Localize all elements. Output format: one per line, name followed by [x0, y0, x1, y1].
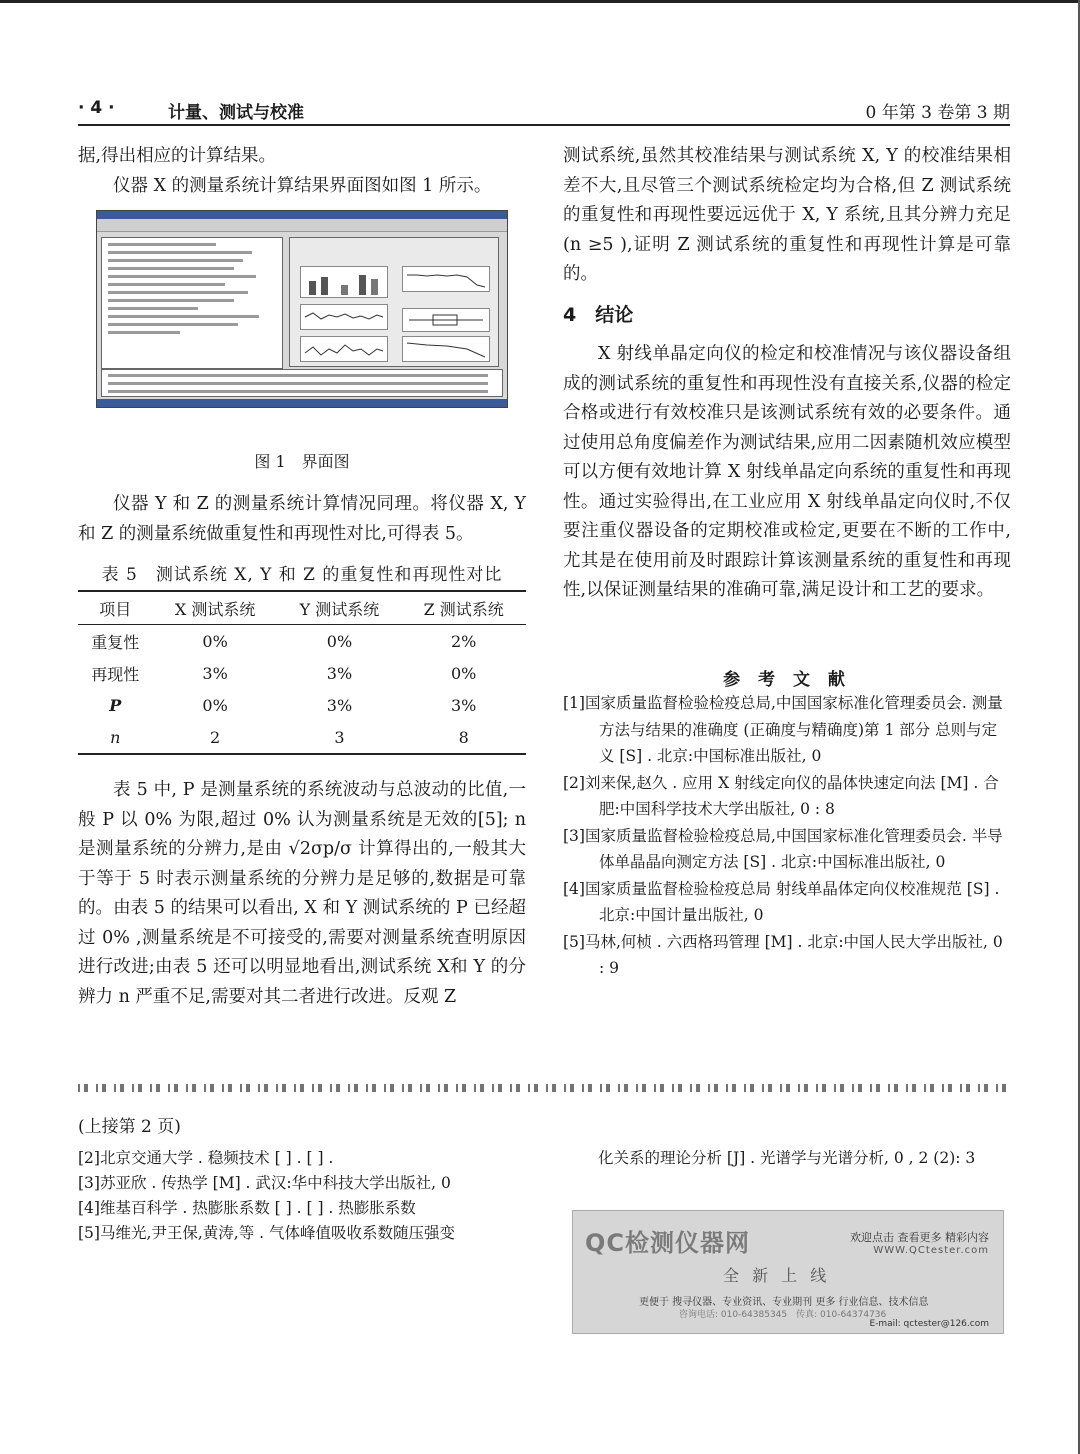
continuation-references: [78, 1146, 526, 1246]
table-cell: 0%: [202, 631, 228, 651]
table-header: Z 测试系统: [423, 599, 504, 619]
reference-item: [5]马林,何桢 . 六西格玛管理 [M] . 北京:中国人民大学出版社, 0 : 9: [563, 932, 1003, 977]
reference-item: [4]国家质量监督检验检疫总局 射线单晶体定向仪校准规范 [S] . 北京:中国计量出版社, 0: [563, 879, 1000, 924]
figure-taskbar: [97, 399, 507, 407]
table-cell: 0%: [450, 663, 477, 683]
table-cell: 2: [210, 727, 221, 747]
references-list: [563, 690, 1011, 982]
left-column-mid: [78, 490, 526, 549]
table-cell: 3%: [202, 663, 228, 683]
table-cell: 0%: [202, 695, 228, 715]
mini-bar-chart: [300, 266, 388, 298]
figure-worksheet: [101, 369, 503, 397]
ad-click-text: 欢迎点击 查看更多 精彩内容: [850, 1231, 989, 1244]
section-heading: 4 结论: [563, 304, 634, 326]
table-row: [78, 625, 526, 658]
advertisement-banner[interactable]: [572, 1210, 1004, 1334]
table-cell: 重复性: [91, 632, 140, 652]
table-header: 项目: [99, 599, 132, 619]
paragraph: 仪器 Y 和 Z 的测量系统计算情况同理。将仪器 X, Y 和 Z 的测量系统做重复性和再现性对比,可得表 5。: [78, 494, 526, 544]
figure-caption: 图 1 界面图: [254, 452, 350, 471]
table-row: [78, 689, 526, 721]
issue-info: 0 年第 3 卷第 3 期: [865, 103, 1010, 123]
table-title: 表 5 测试系统 X, Y 和 Z 的重复性和再现性对比: [101, 565, 503, 585]
left-column-bottom: [78, 776, 526, 1012]
mini-interaction-chart: [402, 336, 490, 362]
references-title: 参 考 文 献: [723, 670, 851, 690]
figure-screenshot: [96, 210, 508, 408]
mini-xbar-chart: [300, 304, 388, 330]
table-row: [78, 721, 526, 754]
ad-email: E-mail: qctester@126.com: [869, 1319, 989, 1329]
figure-titlebar: [97, 211, 507, 219]
table-header: X 测试系统: [174, 599, 256, 619]
ad-description: 更便于 搜寻仪器、专业资讯、专业期刊 更多 行业信息、技术信息: [639, 1297, 929, 1308]
table-cell: 0%: [326, 631, 353, 651]
header-rule: [78, 124, 1010, 126]
ad-logo: QC检测仪器网: [585, 1229, 751, 1257]
paragraph: X 射线单晶定向仪的检定和校准情况与该仪器设备组成的测试系统的重复性和再现性没有直接关系,仪器的检定合格或进行有效校准只是该测试系统有效的必要条件。通过使用总角度偏差作为测试结果,应用二因素随机效应模型可以方便有效地计算 X 射线单晶定向系统的重复性和再现性。通过实验得出,在工业应用 X 射线单晶定向仪时,不仅要注重仪器设备的定期校准或检定,更要在不断的工作中,尤其是在使用前及时跟踪计算该测量系统的重复性和再现性,以保证测量结果的准确可靠,满足设计和工艺的要求。: [563, 344, 1011, 600]
figure-session-panel: [101, 237, 283, 369]
table-cell: P: [109, 695, 122, 715]
table-header-row: [78, 591, 526, 625]
reference-item: [4]维基百科学 . 热膨胀系数 [ ] . [ ] . 热膨胀系数: [78, 1199, 416, 1217]
paragraph: 测试系统,虽然其校准结果与测试系统 X, Y 的校准结果相差不大,且尽管三个测试系统检定均为合格,但 Z 测试系统的重复性和再现性要远远优于 X, Y 系统,且其分辨力充足 (n ≥5 ),证明 Z 测试系统的重复性和再现性计算是可靠的。: [563, 146, 1011, 284]
mini-box-chart: [402, 308, 490, 332]
figure-graph-panel: [289, 237, 499, 367]
table-header: Y 测试系统: [299, 599, 380, 619]
table-cell: 再现性: [91, 664, 140, 684]
continuation-label: (上接第 2 页): [78, 1117, 181, 1137]
table-cell: n: [110, 727, 121, 747]
decorative-divider: [78, 1084, 1010, 1092]
reference-item: [2]北京交通大学 . 稳频技术 [ ] . [ ] .: [78, 1149, 334, 1167]
page-top-border: [0, 0, 1080, 3]
table-row: [78, 657, 526, 689]
table-cell: 8: [458, 727, 469, 747]
ad-new-online: 全 新 上 线: [723, 1266, 831, 1285]
comparison-table: [78, 590, 526, 755]
table-cell: 3%: [326, 695, 353, 715]
mini-line-chart: [402, 266, 490, 292]
ad-phone: 咨询电话: 010-64385345 传真: 010-64374736: [679, 1310, 887, 1320]
reference-item: [5]马维光,尹王保,黄涛,等 . 气体峰值吸收系数随压强变: [78, 1224, 456, 1242]
table-cell: 3%: [326, 663, 353, 683]
paragraph: 仪器 X 的测量系统计算结果界面图如图 1 所示。: [113, 175, 492, 196]
mini-range-chart: [300, 336, 388, 362]
table-cell: 2%: [450, 631, 477, 651]
reference-item: [3]苏亚欣 . 传热学 [M] . 武汉:华中科技大学出版社, 0: [78, 1174, 451, 1192]
ad-url: WWW.QCtester.com: [873, 1245, 989, 1256]
right-column-top: [563, 142, 1011, 290]
continuation-reference-right: 化关系的理论分析 [J] . 光谱学与光谱分析, 0 , 2 (2): 3: [598, 1149, 976, 1167]
paragraph: 表 5 中, P 是测量系统的系统波动与总波动的比值,一般 P 以 0% 为限,超过 0% 认为测量系统是无效的[5]; n 是测量系统的分辨力,是由 √2σp/σ 计算得出的,一般其大于等于 5 时表示测量系统的分辨力是足够的,数据是可靠的。由表 5 的结果可以看出, X 和 Y 测试系统的 P 已经超过 0% ,测量系统是不可接受的,需要对测量系统查明原因进行改进;由表 5 还可以明显地看出,测试系统 X和 Y 的分辨力 n 严重不足,需要对其二者进行改进。反观 Z: [78, 780, 526, 1007]
table-cell: 3%: [450, 695, 477, 715]
page-number: · 4 ·: [78, 98, 115, 118]
table-cell: 3: [334, 727, 345, 747]
reference-item: [1]国家质量监督检验检疫总局,中国国家标准化管理委员会. 测量方法与结果的准确度 (正确度与精确度)第 1 部分 总则与定义 [S] . 北京:中国标准出版社, 0: [563, 694, 1003, 765]
figure-toolbar: [97, 219, 507, 232]
paragraph: 据,得出相应的计算结果。: [78, 146, 277, 166]
left-column-top: [78, 142, 526, 201]
reference-item: [2]刘来保,赵久 . 应用 X 射线定向仪的晶体快速定向法 [M] . 合肥:中国科学技术大学出版社, 0 : 8: [563, 773, 999, 818]
right-column-conclusion: [563, 340, 1011, 606]
reference-item: [3]国家质量监督检验检疫总局,中国国家标准化管理委员会. 半导体单晶晶向测定方法 [S] . 北京:中国标准出版社, 0: [563, 826, 1003, 871]
journal-title: 计量、测试与校准: [168, 103, 304, 123]
